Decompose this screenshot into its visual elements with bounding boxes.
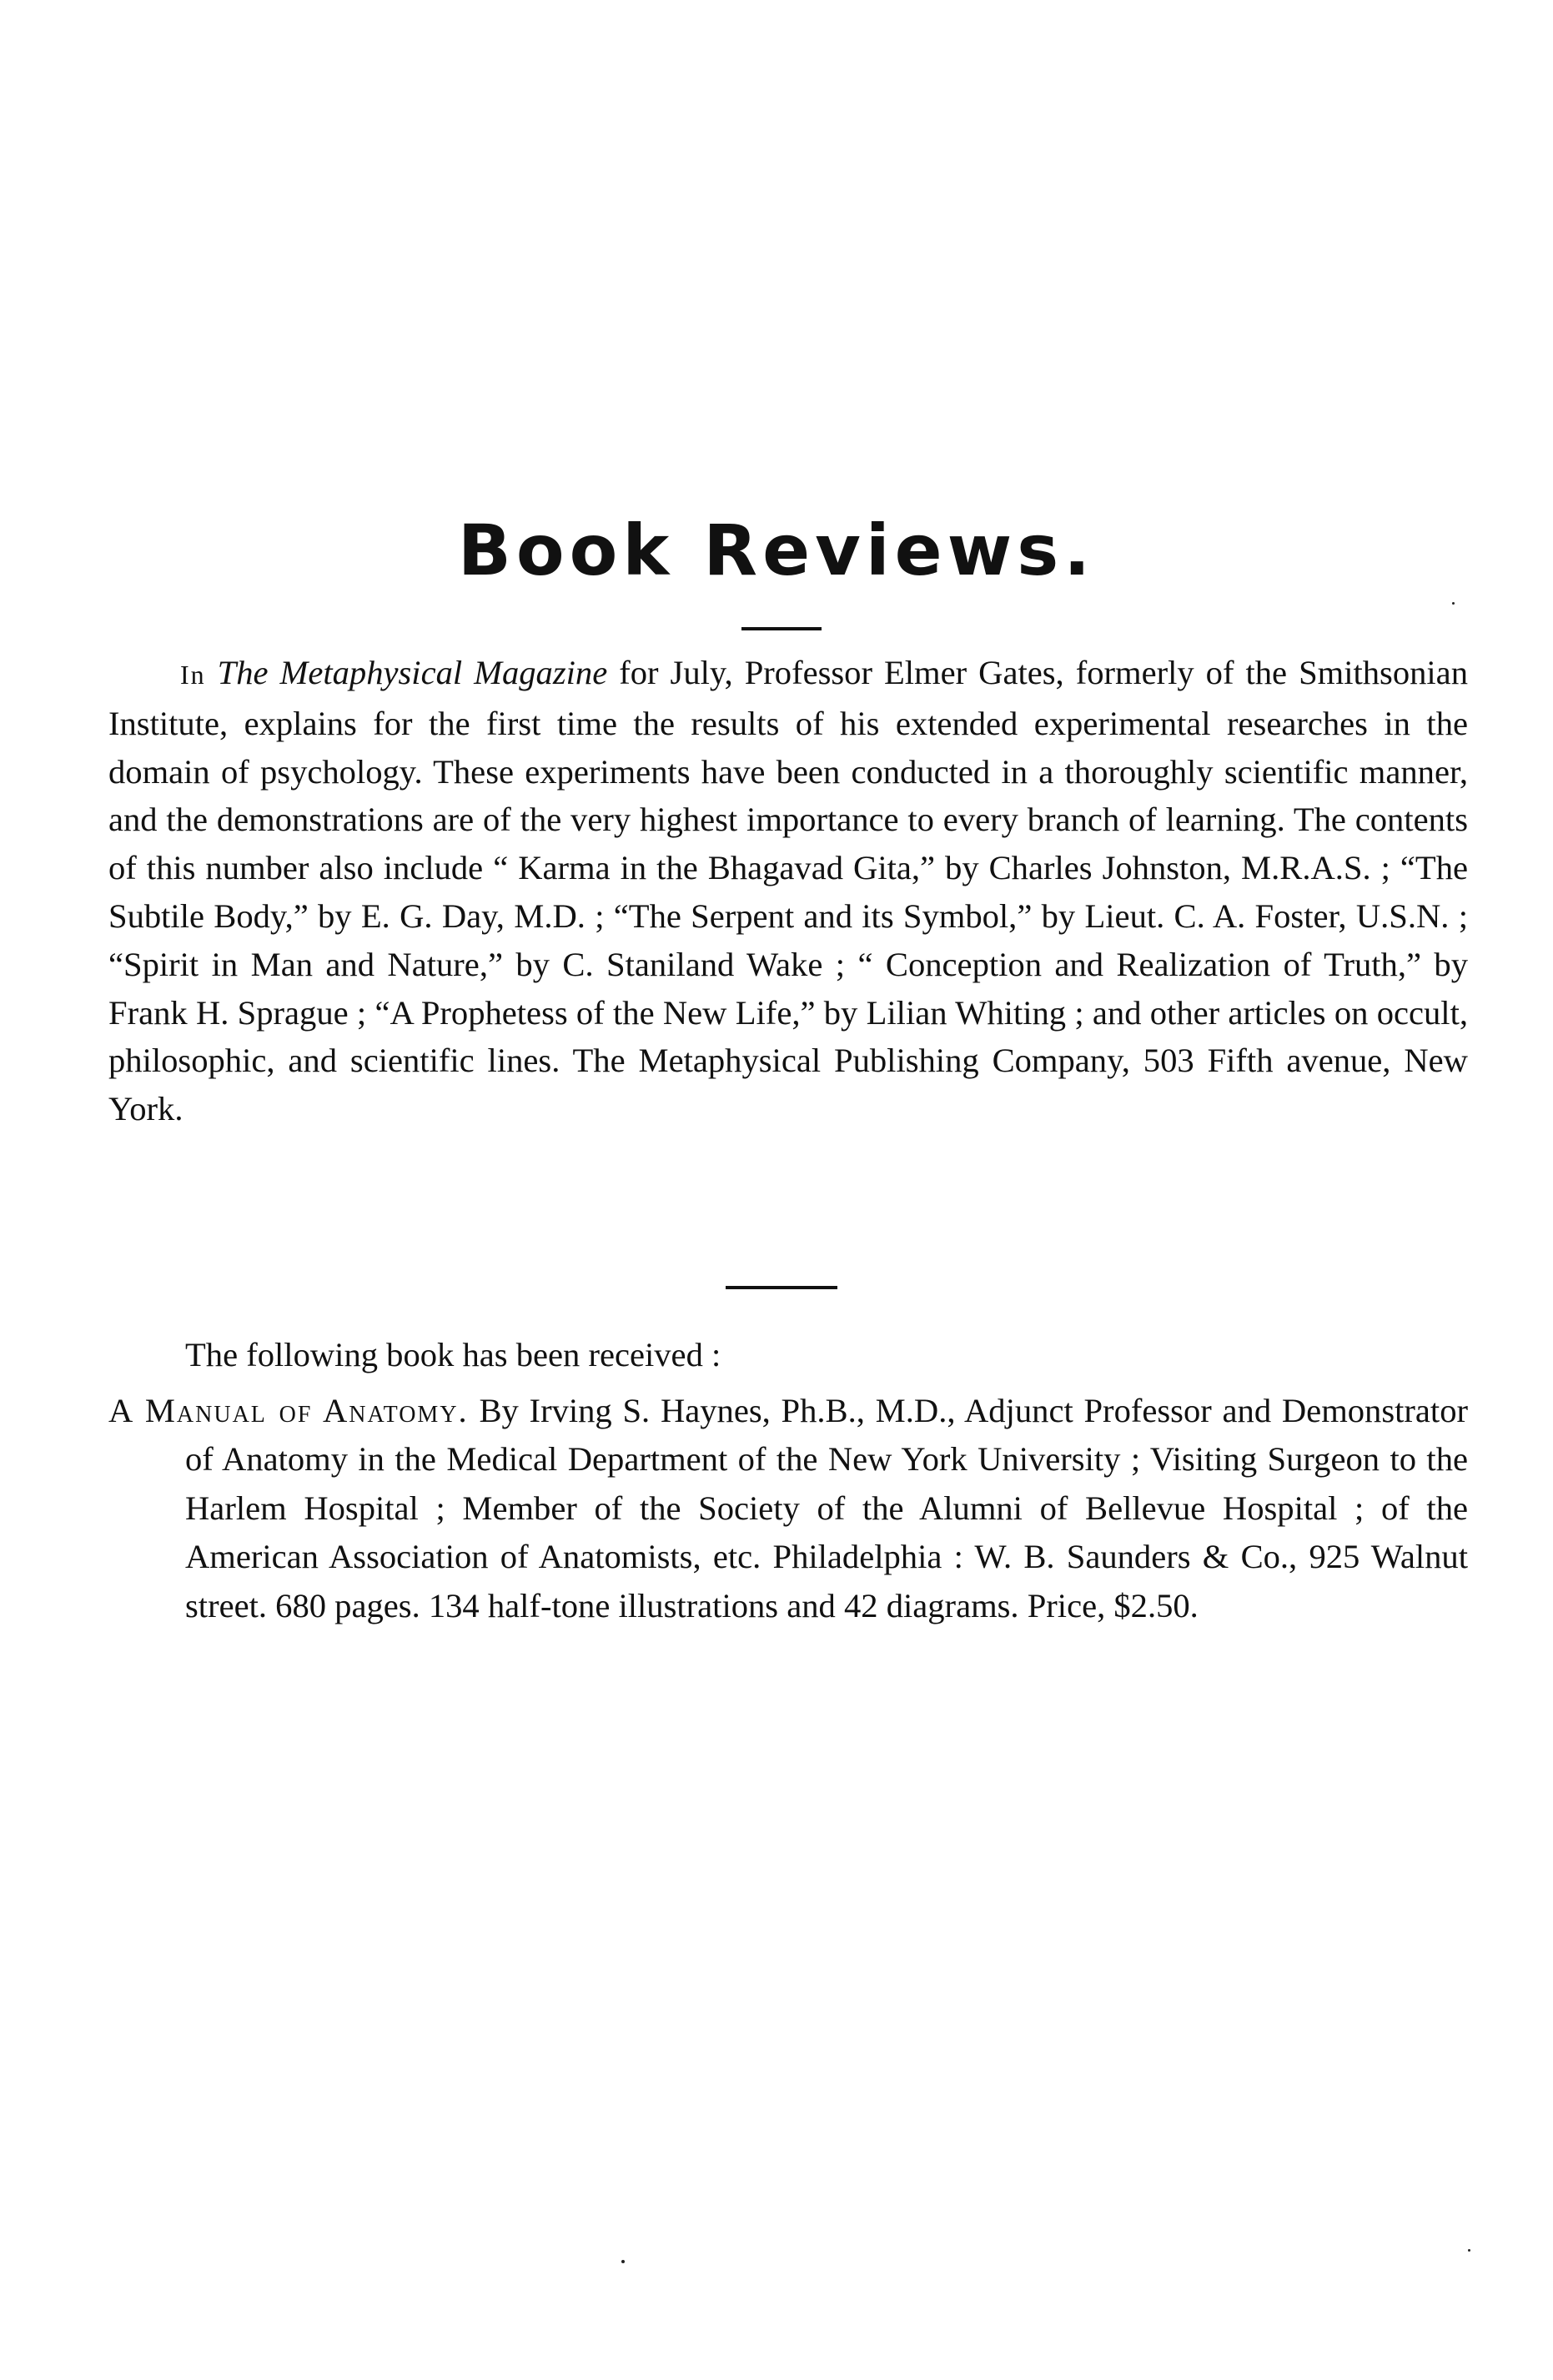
book-details: By Irving S. Haynes, Ph.B., M.D., Adjunct Professor and Demonstrator of Anatomy in the Medical Department of the New York University ; Visiting Surgeon to the Harlem Hospital ; Member of the Society of the Alumni of Bellevue Hospital ; of the American Association of Anatomists, etc. Philadelphia : W. B. Saunders & Co., 925 Walnut street. 680 pages. 134 half-tone illustrations and 42 diagrams. Price, $2.50. <box>185 1392 1468 1624</box>
magazine-title: The Metaphysical Magazine <box>217 654 608 691</box>
review-lead-word: In <box>180 660 206 690</box>
received-note: The following book has been received : <box>185 1336 721 1373</box>
title-divider <box>741 627 822 630</box>
review-body: for July, Professor Elmer Gates, formerly of the Smithsonian Institute, explains for the first time the results of his extended experimental researches in the domain of psychology. These experiments have been conducted in a thoroughly scientific manner, and the demonstrations are of the very highest importance to every branch of learning. The contents of this number also include “ Karma in the Bhagavad Gita,” by Charles Johnston, M.R.A.S. ; “The Subtile Body,” by E. G. Day, M.D. ; “The Serpent and its Symbol,” by Lieut. C. A. Foster, U.S.N. ; “Spirit in Man and Nature,” by C. Staniland Wake ; “ Conception and Realization of Truth,” by Frank H. Sprague ; “A Prophetess of the New Life,” by Lilian Whiting ; and other articles on occult, philosophic, and scientific lines. The Metaphysical Publishing Company, 503 Fifth avenue, New York. <box>108 654 1468 1128</box>
section-divider <box>726 1286 837 1289</box>
scan-speck <box>1452 602 1455 605</box>
scan-speck <box>621 2260 625 2263</box>
page-title: Book Reviews. <box>457 510 1096 591</box>
scan-speck <box>1468 2249 1470 2252</box>
book-title: A Manual of Anatomy. <box>108 1392 469 1429</box>
book-entry <box>108 1387 1468 1630</box>
review-paragraph <box>108 649 1468 1133</box>
